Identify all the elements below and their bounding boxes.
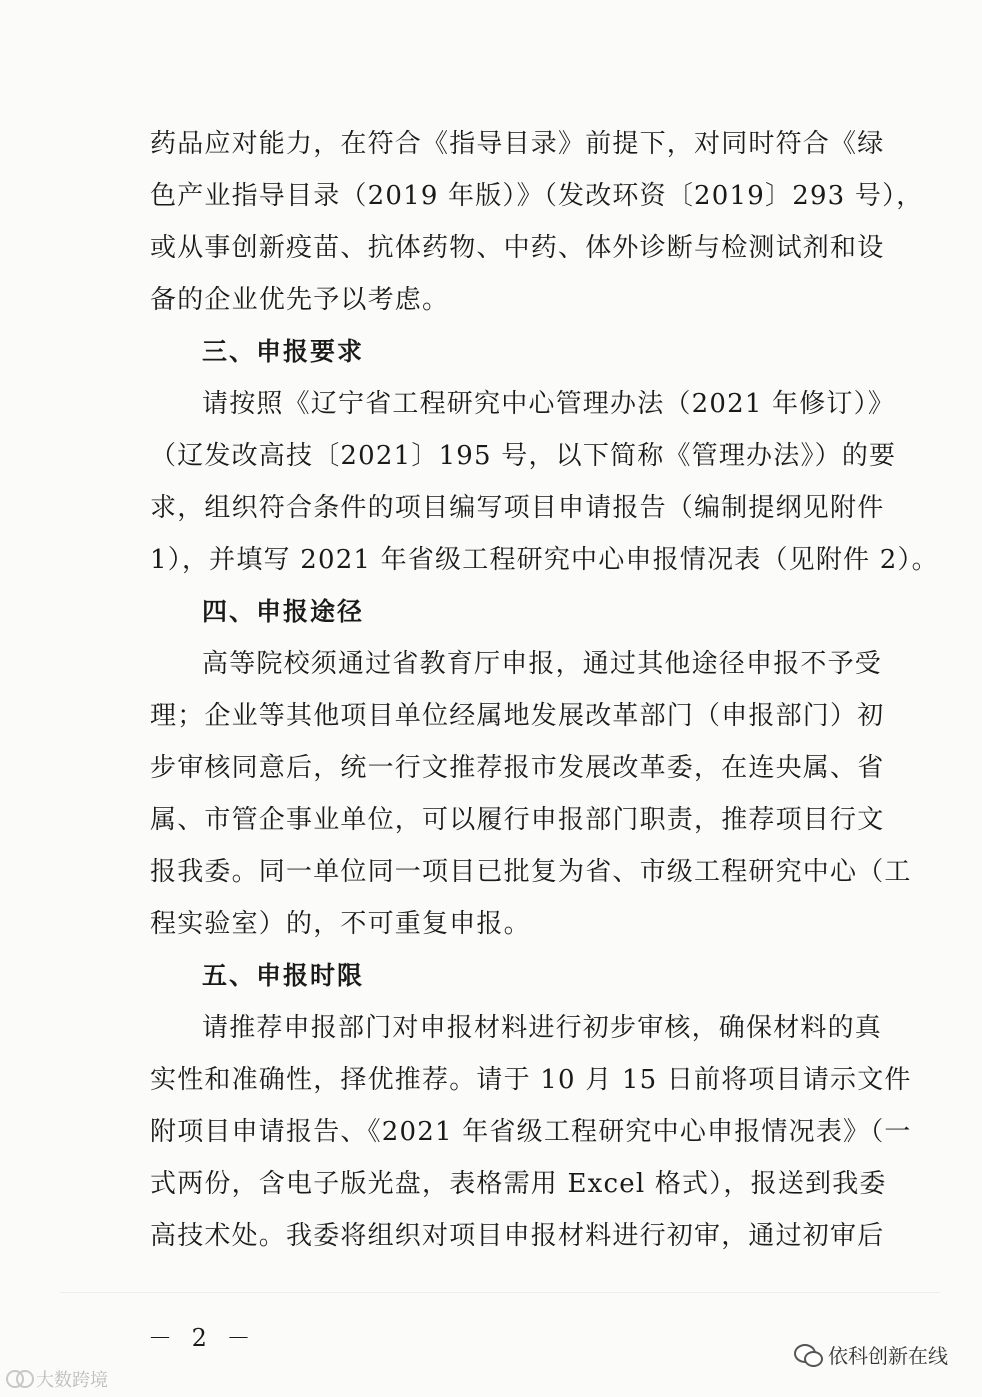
paragraph-line: 报我委。同一单位同一项目已批复为省、市级工程研究中心（工 [150, 857, 912, 887]
paragraph-line: 高等院校须通过省教育厅申报，通过其他途径申报不予受 [202, 649, 883, 679]
watermark-right-text: 依科创新在线 [828, 1344, 948, 1368]
paragraph-line: 或从事创新疫苗、抗体药物、中药、体外诊断与检测试剂和设 [150, 233, 885, 263]
paragraph-line: 药品应对能力，在符合《指导目录》前提下，对同时符合《绿 [150, 129, 885, 159]
section-heading: 三、申报要求 [202, 337, 365, 366]
scan-artifact-line [60, 1292, 940, 1293]
paragraph-line: 实性和准确性，择优推荐。请于 10 月 15 日前将项目请示文件 [150, 1065, 912, 1095]
paragraph-line: 请推荐申报部门对申报材料进行初步审核，确保材料的真 [202, 1013, 883, 1043]
body-paragraph [150, 118, 924, 326]
wechat-icon [794, 1344, 822, 1366]
document-body [150, 118, 939, 1262]
section-heading: 五、申报时限 [202, 961, 365, 990]
paragraph-line: 高技术处。我委将组织对项目申报材料进行初审，通过初审后 [150, 1221, 885, 1251]
body-paragraph [150, 1002, 912, 1262]
paragraph-line: 属、市管企事业单位，可以履行申报部门职责，推荐项目行文 [150, 805, 885, 835]
paragraph-line: （辽发改高技〔2021〕195 号，以下简称《管理办法》）的要 [150, 441, 897, 471]
paragraph-line: 附项目申请报告、《2021 年省级工程研究中心申报情况表》（一 [150, 1117, 912, 1147]
paragraph-line: 备的企业优先予以考虑。 [150, 285, 450, 315]
watermark-wechat [794, 1340, 948, 1369]
body-paragraph [150, 378, 939, 586]
page-number: － 2 － [148, 1324, 257, 1352]
watermark-left-text: 大数跨境 [36, 1370, 108, 1391]
watermark-source [6, 1366, 108, 1392]
paragraph-line: 式两份，含电子版光盘，表格需用 Excel 格式），报送到我委 [150, 1169, 887, 1199]
logo-icon [6, 1370, 32, 1388]
paragraph-line: 色产业指导目录（2019 年版）》（发改环资〔2019〕293 号）， [150, 181, 924, 211]
paragraph-line: 请按照《辽宁省工程研究中心管理办法（2021 年修订）》 [202, 389, 896, 419]
paragraph-line: 1），并填写 2021 年省级工程研究中心申报情况表（见附件 2）。 [150, 545, 939, 575]
paragraph-line: 求，组织符合条件的项目编写项目申请报告（编制提纲见附件 [150, 493, 885, 523]
section-heading: 四、申报途径 [202, 597, 365, 626]
paragraph-line: 程实验室）的，不可重复申报。 [150, 909, 531, 939]
paragraph-line: 理；企业等其他项目单位经属地发展改革部门（申报部门）初 [150, 701, 885, 731]
body-paragraph [150, 638, 912, 950]
paragraph-line: 步审核同意后，统一行文推荐报市发展改革委，在连央属、省 [150, 753, 885, 783]
